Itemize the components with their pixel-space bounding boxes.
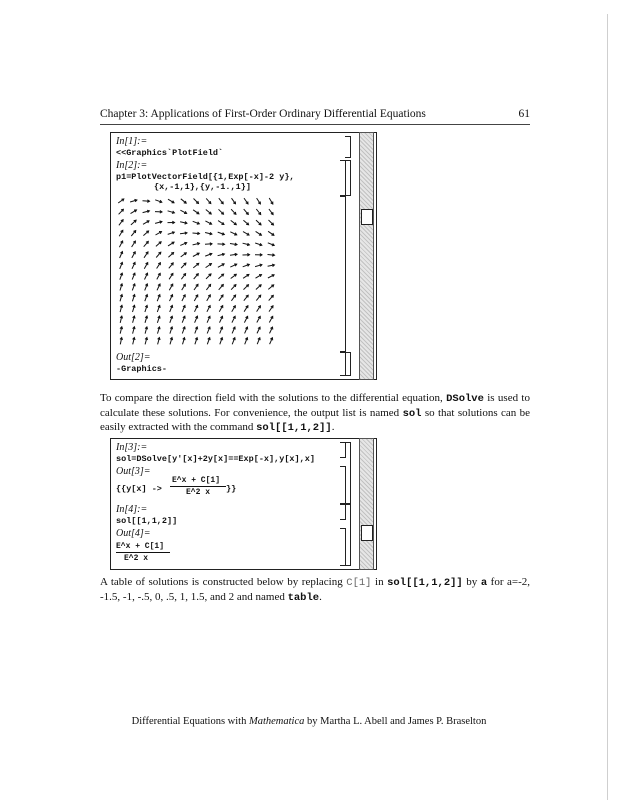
direction-arrow <box>194 199 199 204</box>
para1-text: so that solutions can be easily extracted with the command <box>100 406 530 433</box>
para1-text: . <box>331 421 335 433</box>
out3-label: Out[3]= <box>116 466 151 477</box>
in4-label: In[4]:= <box>116 504 148 515</box>
direction-arrow <box>269 220 274 225</box>
group-bracket-out2[interactable] <box>345 352 351 376</box>
direction-arrow <box>231 285 236 290</box>
paragraph-dsolve <box>100 392 530 436</box>
cmd-a: a <box>480 577 488 589</box>
direction-arrow <box>156 242 161 247</box>
in3-code[interactable]: sol=DSolve[y'[x]+2y[x]==Exp[-x],y[x],x] <box>116 454 315 464</box>
direction-arrow <box>244 285 249 290</box>
direction-arrow <box>243 220 248 225</box>
direction-arrow <box>206 274 211 279</box>
in3-label: In[3]:= <box>116 442 148 453</box>
in1-code[interactable]: <<Graphics`PlotField` <box>116 148 224 158</box>
para2-text: in <box>371 576 388 588</box>
para2-text: by <box>462 576 481 588</box>
para1-text: To compare the direction field with the solutions to the differential equation, <box>100 392 447 404</box>
vector-field-plot <box>116 196 276 346</box>
out3-numerator: E^x + C[1] <box>172 476 221 485</box>
in1-label: In[1]:= <box>116 136 148 147</box>
cell-bracket-out3[interactable] <box>340 466 346 504</box>
direction-arrow <box>181 263 186 268</box>
header-rule <box>100 124 530 125</box>
out3-prefix: {{y[x] -> <box>116 484 162 494</box>
cell-bracket-out4[interactable] <box>340 528 346 566</box>
para2-text: . <box>319 590 322 603</box>
notebook-2-scrollbar[interactable] <box>359 438 374 570</box>
out3-denominator: E^2 x <box>186 488 211 497</box>
para1-text: is used to calculate these solutions. For convenience, the output list is named <box>100 392 530 419</box>
notebook-1-scroll-thumb[interactable] <box>361 209 373 225</box>
cmd-dsolve: DSolve <box>446 393 484 405</box>
direction-arrow <box>256 220 261 225</box>
out3-fraction-bar <box>170 486 226 487</box>
footer-book-title: Mathematica <box>248 716 305 727</box>
in2-code-line2[interactable]: {x,-1,1},{y,-1.,1}] <box>154 182 251 192</box>
para2-text: and named <box>234 590 288 603</box>
out4-fraction-bar <box>116 552 170 553</box>
page-number: 61 <box>518 108 530 120</box>
out3-suffix: }} <box>226 484 237 494</box>
page-footer <box>0 716 618 727</box>
in2-label: In[2]:= <box>116 160 148 171</box>
page-edge-line <box>607 14 608 800</box>
cell-bracket-in1[interactable] <box>345 136 351 158</box>
cmd-table: table <box>287 591 320 604</box>
out4-numerator: E^x + C[1] <box>116 542 165 551</box>
footer-text: by Martha L. Abell and James P. Braselton <box>304 716 487 727</box>
notebook-2-scroll-thumb[interactable] <box>361 525 373 541</box>
vector-field-arrows <box>118 198 274 344</box>
in4-code[interactable]: sol[[1,1,2]] <box>116 516 178 526</box>
direction-arrow <box>231 209 236 214</box>
out4-denominator: E^2 x <box>124 554 149 563</box>
group-bracket-in2[interactable] <box>345 160 351 196</box>
cell-bracket-graphic[interactable] <box>340 196 346 352</box>
cmd-sol-extract: sol[[1,1,2]] <box>256 422 332 434</box>
para2-text: for <box>487 576 508 588</box>
out2-label: Out[2]= <box>116 352 151 363</box>
out4-label: Out[4]= <box>116 528 151 539</box>
cmd-c1: C[1] <box>346 577 372 589</box>
footer-text: Differential Equations with <box>131 716 249 727</box>
in2-code-line1[interactable]: p1=PlotVectorField[{1,Exp[-x]-2 y}, <box>116 172 295 182</box>
para2-text: A table of solutions is constructed below by replacing <box>100 576 347 588</box>
cmd-sol: sol <box>402 407 422 420</box>
para2-values: a=-2, -1.5, -1, -.5, 0, .5, 1, 1.5, and 2 <box>100 576 531 603</box>
out2-value: -Graphics- <box>116 364 168 374</box>
direction-arrow <box>119 209 124 214</box>
notebook-1-scrollbar[interactable] <box>359 132 374 380</box>
direction-arrow <box>219 209 224 214</box>
chapter-title: Chapter 3: Applications of First-Order Ordinary Differential Equations <box>100 108 426 120</box>
cmd-sol-extract: sol[[1,1,2]] <box>387 577 463 589</box>
paragraph-table <box>100 576 530 605</box>
